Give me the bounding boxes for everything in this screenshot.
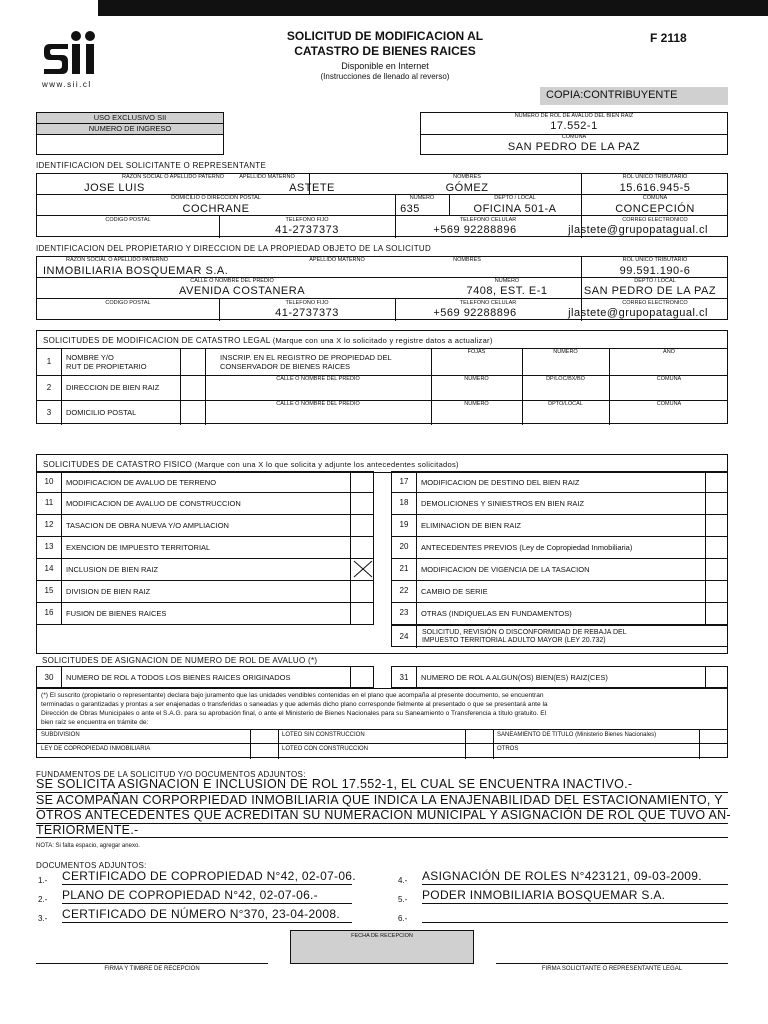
- legal-box: [36, 330, 728, 424]
- tramite-otros[interactable]: OTROS: [497, 746, 519, 752]
- propietario-cel[interactable]: +569 92288896: [433, 307, 517, 319]
- rol-value[interactable]: 17.552-1: [550, 119, 598, 132]
- fisico-row-24-num: 24: [399, 632, 409, 641]
- solicitante-box: [36, 173, 728, 237]
- label-domicilio: DOMICILIO O DIRECCION POSTAL: [171, 195, 261, 201]
- propietario-rut[interactable]: 99.591.190-6: [619, 265, 691, 277]
- fisico-row-num: 18: [399, 498, 409, 507]
- solicitante-numero[interactable]: 635: [400, 203, 420, 215]
- fisico-row-13[interactable]: [36, 537, 374, 559]
- fisico-row-17[interactable]: [391, 471, 728, 493]
- propietario-razon[interactable]: INMOBILIARIA BOSQUEMAR S.A.: [43, 265, 229, 277]
- subtitle-internet: Disponible en Internet: [341, 61, 429, 71]
- label-calle-2: CALLE O NOMBRE DEL PREDIO: [276, 376, 360, 382]
- solicitante-section-title: IDENTIFICACION DEL SOLICITANTE O REPRESENTANTE: [36, 161, 267, 170]
- fisico-row-24[interactable]: [391, 625, 728, 647]
- label-numero-2: NUMERO: [464, 376, 489, 382]
- fisico-row-num: 14: [44, 564, 54, 573]
- prop-label-nombres: NOMBRES: [453, 257, 481, 263]
- fisico-row-label: DEMOLICIONES Y SINIESTROS EN BIEN RAIZ: [421, 499, 585, 508]
- firma-recepcion-label: FIRMA Y TIMBRE DE RECEPCION: [104, 966, 200, 972]
- fisico-row-num: 20: [399, 542, 409, 551]
- fisico-row-num: 19: [399, 520, 409, 529]
- fisico-row-num: 23: [399, 608, 409, 617]
- propietario-section-title: IDENTIFICACION DEL PROPIETARIO Y DIRECCION DE LA PROPIEDAD OBJETO DE LA SOLICITUD: [36, 244, 432, 253]
- solicitante-depto[interactable]: OFICINA 501-A: [473, 203, 557, 215]
- label-comuna-2: COMUNA: [656, 376, 682, 382]
- fund-nota: NOTA: Si falta espacio, agregar anexo.: [36, 843, 140, 849]
- fisico-row-num: 15: [44, 586, 54, 595]
- fisico-row-label: FUSION DE BIENES RAICES: [66, 609, 167, 618]
- subtitle-instructions: (Instrucciones de llenado al reverso): [320, 72, 450, 81]
- tramite-subdivision[interactable]: SUBDIVISION: [41, 732, 80, 738]
- fisico-row-num: 10: [44, 477, 54, 486]
- rol-comuna-value[interactable]: SAN PEDRO DE LA PAZ: [507, 141, 641, 153]
- legal-row3-checkbox[interactable]: [180, 400, 205, 425]
- asign-30-label: NUMERO DE ROL A TODOS LOS BIENES RAICES ORIGINADOS: [66, 673, 291, 682]
- label-mail: CORREO ELECTRONICO: [622, 217, 688, 223]
- label-tel: TELEFONO FIJO: [285, 217, 329, 223]
- asign-row-31[interactable]: [391, 666, 728, 688]
- fisico-row-label: MODIFICACION DE DESTINO DEL BIEN RAIZ: [421, 478, 580, 487]
- fisico-row-label: MODIFICACION DE AVALUO DE CONSTRUCCION: [66, 499, 241, 508]
- legal-row2-label: DIRECCION DE BIEN RAIZ: [66, 383, 160, 392]
- propietario-calle[interactable]: AVENIDA COSTANERA: [178, 285, 306, 297]
- legal-row1-label-a: NOMBRE Y/O: [66, 353, 114, 362]
- propietario-box: [36, 256, 728, 320]
- asign-title: SOLICITUDES DE ASIGNACION DE NUMERO DE ROL DE AVALUO (*): [42, 656, 318, 665]
- copia-label: COPIA:CONTRIBUYENTE: [540, 87, 728, 105]
- fisico-row-14[interactable]: [36, 559, 374, 581]
- fisico-row-10[interactable]: [36, 471, 374, 493]
- label-fojas: FOJAS: [467, 349, 486, 355]
- legal-row3-label: DOMICILIO POSTAL: [66, 408, 137, 417]
- fisico-row-label: TASACION DE OBRA NUEVA Y/O AMPLIACION: [66, 521, 229, 530]
- solicitante-rut[interactable]: 15.616.945-5: [619, 182, 691, 194]
- top-black-bar: [98, 0, 768, 16]
- label-anio: AÑO: [663, 349, 675, 355]
- legal-row2-num: 2: [46, 383, 52, 392]
- legal-row3-num: 3: [46, 408, 52, 417]
- doc-item-num: 1.-: [38, 876, 48, 885]
- declaracion-text: (*) El suscrito (propietario o representante) declara bajo juramento que las unidades vendibles contenidas en el plano que acompaña al presente documento, se encuentran terminadas o garantizadas y prontas a ser enajenadas o transferidas o saneadas y que además dicho plano corresponde fielmente al presentado o que se presentará ante la Dirección de Obras Municipales o ante el S.A.G. para su aprobación final, o ante el Ministerio de Bienes Nacionales para su Saneamiento o Transferencia a título gratuito. El bien raíz se encuentra en trámite de:: [41, 692, 548, 726]
- rol-comuna-label: COMUNA: [561, 134, 587, 140]
- fund-line-1[interactable]: SE SOLICITA ASIGNACION E INCLUSION DE ROL 17.552-1, EL CUAL SE ENCUENTRA INACTIVO.-: [36, 777, 633, 791]
- fisico-row-label: CAMBIO DE SERIE: [421, 587, 488, 596]
- fisico-row-16[interactable]: [36, 603, 374, 625]
- legal-row1-checkbox[interactable]: [180, 348, 205, 375]
- fisico-row-15[interactable]: [36, 581, 374, 603]
- title-line-2: CATASTRO DE BIENES RAICES: [294, 44, 476, 58]
- prop-label-depto: DEPTO / LOCAL: [634, 278, 676, 284]
- solicitante-cel[interactable]: +569 92288896: [433, 224, 517, 236]
- tramite-saneamiento[interactable]: SANEAMIENTO DE TITULO (Ministerio Bienes Nacionales): [497, 732, 657, 738]
- doc-item-text[interactable]: PODER INMOBILIARIA BOSQUEMAR S.A.: [422, 888, 666, 902]
- title-line-1: SOLICITUD DE MODIFICACION AL: [286, 29, 484, 43]
- label-calle-3: CALLE O NOMBRE DEL PREDIO: [276, 401, 360, 407]
- sii-logo: [42, 30, 102, 76]
- tramite-loteo-sin[interactable]: LOTEO SIN CONSTRUCCION: [282, 732, 365, 738]
- fisico-row-num: 12: [44, 520, 54, 529]
- prop-label-calle: CALLE O NOMBRE DEL PREDIO: [190, 278, 274, 284]
- fisico-row-12[interactable]: [36, 515, 374, 537]
- prop-label-mail: CORREO ELECTRONICO: [622, 300, 688, 306]
- fund-line-4[interactable]: TERIORMENTE.-: [36, 823, 139, 837]
- label-razon: RAZON SOCIAL O APELLIDO PATERNO: [122, 174, 224, 180]
- solicitante-tel[interactable]: 41-2737373: [275, 224, 339, 236]
- fisico-row-num: 17: [399, 477, 409, 486]
- asign-31-label: NUMERO DE ROL A ALGUN(OS) BIEN(ES) RAIZ(CES): [421, 673, 608, 682]
- asign-row-30[interactable]: [36, 666, 374, 688]
- doc-item-text[interactable]: PLANO DE COPROPIEDAD N°42, 02-07-06.-: [62, 888, 318, 902]
- fisico-row-label: ANTECEDENTES PREVIOS (Ley de Copropiedad Inmobiliaria): [421, 543, 633, 552]
- asign-31-num: 31: [399, 673, 409, 682]
- fisico-row-label: OTRAS (INDIQUELAS EN FUNDAMENTOS): [421, 609, 572, 618]
- fisico-row-num: 22: [399, 586, 409, 595]
- label-comuna-3: COMUNA: [656, 401, 682, 407]
- uso-exclusivo-box: [36, 112, 224, 155]
- legal-row1-num: 1: [46, 357, 52, 366]
- label-cel: TELEFONO CELULAR: [459, 217, 517, 223]
- prop-label-razon: RAZON SOCIAL O APELLIDO PATERNO: [66, 257, 168, 263]
- doc-item-num: 6.-: [398, 914, 408, 923]
- fisico-row-21[interactable]: [391, 559, 728, 581]
- firma-solicitante-label: FIRMA SOLICITANTE O REPRESENTANTE LEGAL: [541, 966, 683, 972]
- fisico-row-22[interactable]: [391, 581, 728, 603]
- label-cp: CODIGO POSTAL: [105, 217, 151, 223]
- uso-title: USO EXCLUSIVO SII: [37, 113, 223, 124]
- fisico-row-label: ELIMINACION DE BIEN RAIZ: [421, 521, 522, 530]
- declaracion-box: [36, 688, 728, 758]
- doc-item-text[interactable]: CERTIFICADO DE NÚMERO N°370, 23-04-2008.: [62, 907, 340, 921]
- x-mark-icon: [353, 560, 373, 578]
- fund-line-2[interactable]: SE ACOMPAÑAN CORPORPIEDAD INMOBILIARIA QUE INDICA LA ENAJENABILIDAD DEL ESTACIONAMIENTO, Y: [36, 793, 723, 807]
- label-dpto-3: DPTO/LOCAL: [548, 401, 583, 407]
- fisico-row-num: 13: [44, 542, 54, 551]
- fund-line-3[interactable]: OTROS ANTECEDENTES QUE ACREDITAN SU NUMERACION MUNICIPAL Y ASIGNACIÓN DE ROL QUE TUVO AN-: [36, 808, 731, 822]
- label-numero: NUMERO: [409, 195, 435, 201]
- logo-url: www.sii.cl: [42, 80, 92, 89]
- fisico-title: SOLICITUDES DE CATASTRO FISICO (Marque con una X lo que solicita y adjunte los antecedentes solicitados): [43, 460, 459, 469]
- prop-label-cel: TELEFONO CELULAR: [459, 300, 517, 306]
- label-materno: APELLIDO MATERNO: [239, 174, 295, 180]
- legal-row1-label-b: RUT DE PROPIETARIO: [66, 362, 147, 371]
- fisico-row-24-label-a: SOLICITUD, REVISIÓN O DISCONFORMIDAD DE REBAJA DEL: [422, 629, 627, 636]
- legal-title: SOLICITUDES DE MODIFICACION DE CATASTRO LEGAL (Marque con una X lo solicitado y registre datos a actualizar): [43, 336, 493, 345]
- legal-row2-checkbox[interactable]: [180, 375, 205, 400]
- inscrip-label-1: INSCRIP. EN EL REGISTRO DE PROPIEDAD DEL: [220, 353, 392, 362]
- asign-30-num: 30: [44, 673, 54, 682]
- ingreso-field[interactable]: [37, 135, 223, 154]
- fisico-row-num: 11: [44, 498, 54, 507]
- propietario-mail[interactable]: jlastete@grupopatagual.cl: [568, 307, 708, 319]
- tramite-ley-copropiedad[interactable]: LEY DE COPROPIEDAD INMOBILIARIA: [41, 746, 151, 752]
- label-depto: DEPTO / LOCAL: [494, 195, 536, 201]
- prop-label-cp: CODIGO POSTAL: [105, 300, 151, 306]
- label-nombres: NOMBRES: [453, 174, 481, 180]
- doc-item-text[interactable]: ASIGNACIÓN DE ROLES N°423121, 09-03-2009.: [422, 869, 702, 883]
- label-dpto-2: DP/LOC/BX/BO: [546, 376, 585, 382]
- fund-title: FUNDAMENTOS DE LA SOLICITUD Y/O DOCUMENTOS ADJUNTOS:: [36, 770, 306, 779]
- inscrip-label-2: CONSERVADOR DE BIENES RAICES: [220, 362, 351, 371]
- fisico-row-label: EXENCION DE IMPUESTO TERRITORIAL: [66, 543, 211, 552]
- doc-item-num: 3.-: [38, 914, 48, 923]
- label-numero-inscrip: NUMERO: [553, 349, 578, 355]
- ingreso-label: NUMERO DE INGRESO: [37, 124, 223, 135]
- doc-item-num: 4.-: [398, 876, 408, 885]
- prop-label-tel: TELEFONO FIJO: [285, 300, 329, 306]
- prop-label-numero: NUMERO: [494, 278, 520, 284]
- fisico-row-11[interactable]: [36, 493, 374, 515]
- solicitante-mail[interactable]: jlastete@grupopatagual.cl: [568, 224, 708, 236]
- prop-label-rut: ROL UNICO TRIBUTARIO: [622, 257, 688, 263]
- fisico-row-23[interactable]: [391, 603, 728, 625]
- fisico-row-20[interactable]: [391, 537, 728, 559]
- label-comuna: COMUNA: [642, 195, 668, 201]
- doc-item-text[interactable]: CERTIFICADO DE COPROPIEDAD N°42, 02-07-06.: [62, 869, 356, 883]
- solicitante-razon[interactable]: JOSE LUIS: [84, 182, 145, 194]
- propietario-numero[interactable]: 7408, EST. E-1: [466, 285, 548, 297]
- rol-box: [420, 112, 728, 155]
- fisico-row-num: 21: [399, 564, 409, 573]
- fisico-row-18[interactable]: [391, 493, 728, 515]
- label-rut: ROL UNICO TRIBUTARIO: [622, 174, 688, 180]
- fisico-row-24-label-b: IMPUESTO TERRITORIAL ADULTO MAYOR (LEY 20.732): [422, 637, 606, 644]
- solicitante-materno[interactable]: ASTETE: [289, 182, 335, 194]
- fisico-row-label: MODIFICACION DE AVALUO DE TERRENO: [66, 478, 217, 487]
- prop-label-materno: APELLIDO MATERNO: [309, 257, 365, 263]
- solicitante-nombres[interactable]: GÓMEZ: [445, 182, 489, 194]
- form-number: F 2118: [650, 31, 687, 45]
- doc-item-num: 5.-: [398, 895, 408, 904]
- fecha-recepcion-label: FECHA DE RECEPCION: [351, 933, 413, 939]
- fecha-recepcion-box[interactable]: [290, 930, 474, 964]
- docs-title: DOCUMENTOS ADJUNTOS:: [36, 861, 147, 870]
- fisico-row-label: INCLUSION DE BIEN RAIZ: [66, 565, 159, 574]
- fisico-row-label: DIVISION DE BIEN RAIZ: [66, 587, 151, 596]
- label-numero-3: NUMERO: [464, 401, 489, 407]
- tramite-loteo-con[interactable]: LOTEO CON CONSTRUCCION: [282, 746, 369, 752]
- rol-label: NUMERO DE ROL DE AVALUO DEL BIEN RAIZ: [514, 113, 634, 119]
- propietario-tel[interactable]: 41-2737373: [275, 307, 339, 319]
- solicitante-comuna[interactable]: CONCEPCIÓN: [615, 203, 695, 215]
- fisico-row-19[interactable]: [391, 515, 728, 537]
- fisico-row-label: MODIFICACION DE VIGENCIA DE LA TASACION: [421, 565, 590, 574]
- fisico-row-num: 16: [44, 608, 54, 617]
- propietario-depto[interactable]: SAN PEDRO DE LA PAZ: [583, 285, 717, 297]
- doc-item-num: 2.-: [38, 895, 48, 904]
- solicitante-domicilio[interactable]: COCHRANE: [182, 203, 250, 215]
